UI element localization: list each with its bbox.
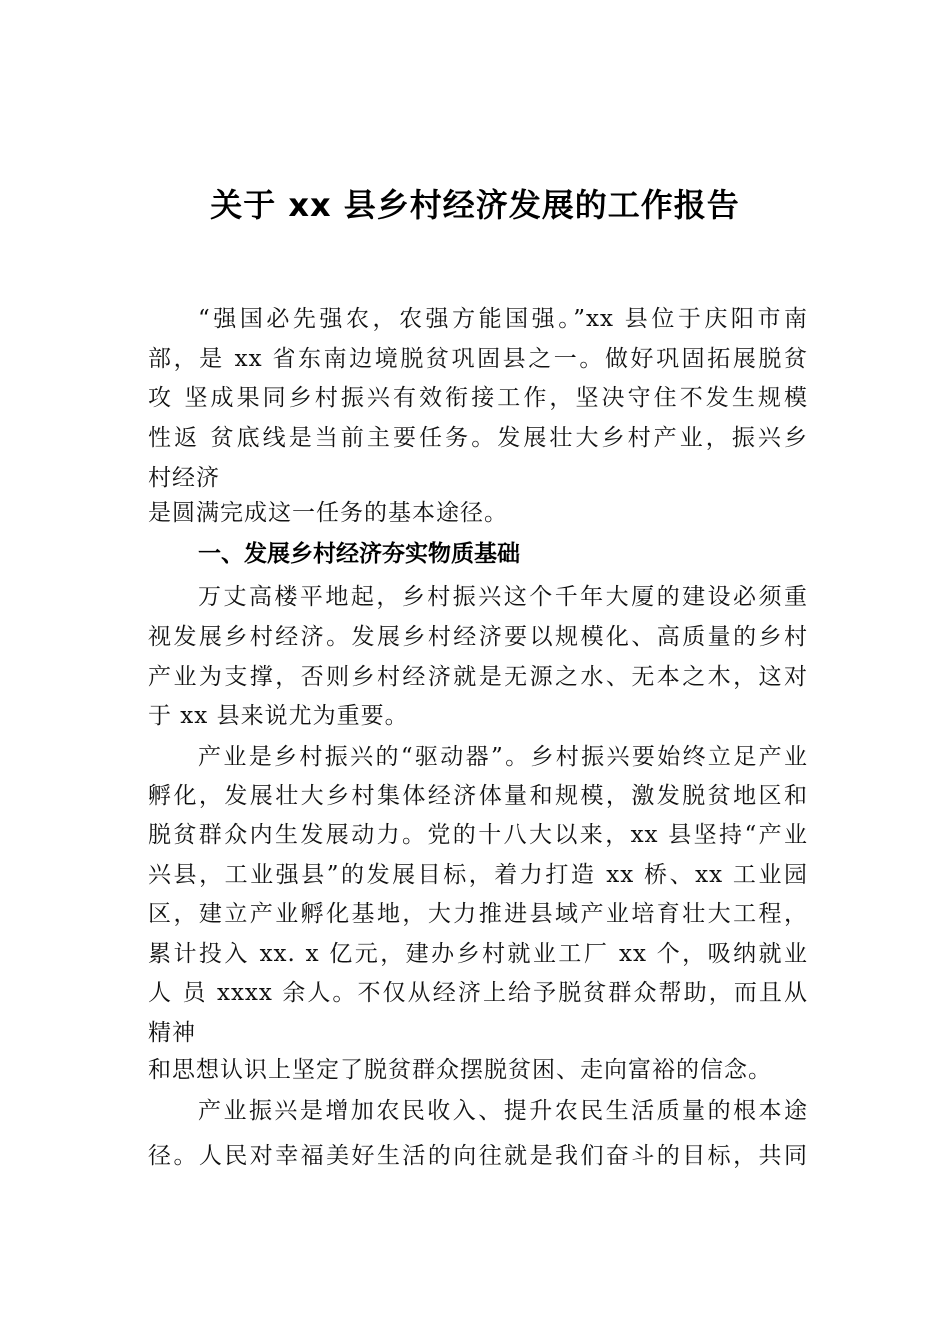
paragraph-line: 累计投入 xx. x 亿元，建办乡村就业工厂 xx 个，吸纳就业 [148, 941, 808, 967]
paragraph-line: 村经济 [148, 465, 220, 491]
paragraph-line: 攻 坚成果同乡村振兴有效衔接工作，坚决守住不发生规模 [148, 385, 808, 411]
paragraph-line: 万丈高楼平地起，乡村振兴这个千年大厦的建设必须重 [198, 584, 808, 610]
paragraph-line: 产业振兴是增加农民收入、提升农民生活质量的根本途 [198, 1098, 808, 1124]
paragraph-line: 性返 贫底线是当前主要任务。发展壮大乡村产业，振兴乡 [148, 425, 808, 451]
section-heading: 一、发展乡村经济夯实物质基础 [198, 541, 520, 567]
paragraph-line: 脱贫群众内生发展动力。党的十八大以来，xx 县坚持“产业 [148, 822, 808, 848]
paragraph-line: 和思想认识上坚定了脱贫群众摆脱贫困、走向富裕的信念。 [148, 1057, 772, 1083]
paragraph-line: 孵化，发展壮大乡村集体经济体量和规模，激发脱贫地区和 [148, 783, 808, 809]
paragraph-line: 是圆满完成这一任务的基本途径。 [148, 500, 508, 526]
paragraph-line: 区，建立产业孵化基地，大力推进县域产业培育壮大工程， [148, 901, 808, 927]
paragraph-line: 于 xx 县来说尤为重要。 [148, 703, 409, 729]
paragraph-line: 兴县，工业强县”的发展目标，着力打造 xx 桥、xx 工业园 [148, 862, 808, 888]
paragraph-line: 精神 [148, 1020, 196, 1046]
paragraph-line: 产业是乡村振兴的“驱动器”。乡村振兴要始终立足产业 [198, 744, 808, 770]
paragraph-line: 径。人民对幸福美好生活的向往就是我们奋斗的目标，共同 [148, 1143, 808, 1169]
paragraph-line: 视发展乡村经济。发展乡村经济要以规模化、高质量的乡村 [148, 624, 808, 650]
document-title: 关于 xx 县乡村经济发展的工作报告 [210, 186, 740, 224]
paragraph-line: “强国必先强农，农强方能国强。”xx 县位于庆阳市南 [198, 306, 808, 332]
paragraph-line: 人 员 xxxx 余人。不仅从经济上给予脱贫群众帮助，而且从 [148, 980, 808, 1006]
paragraph-line: 部，是 xx 省东南边境脱贫巩固县之一。做好巩固拓展脱贫 [148, 346, 808, 372]
paragraph-line: 产业为支撑，否则乡村经济就是无源之水、无本之木，这对 [148, 664, 808, 690]
